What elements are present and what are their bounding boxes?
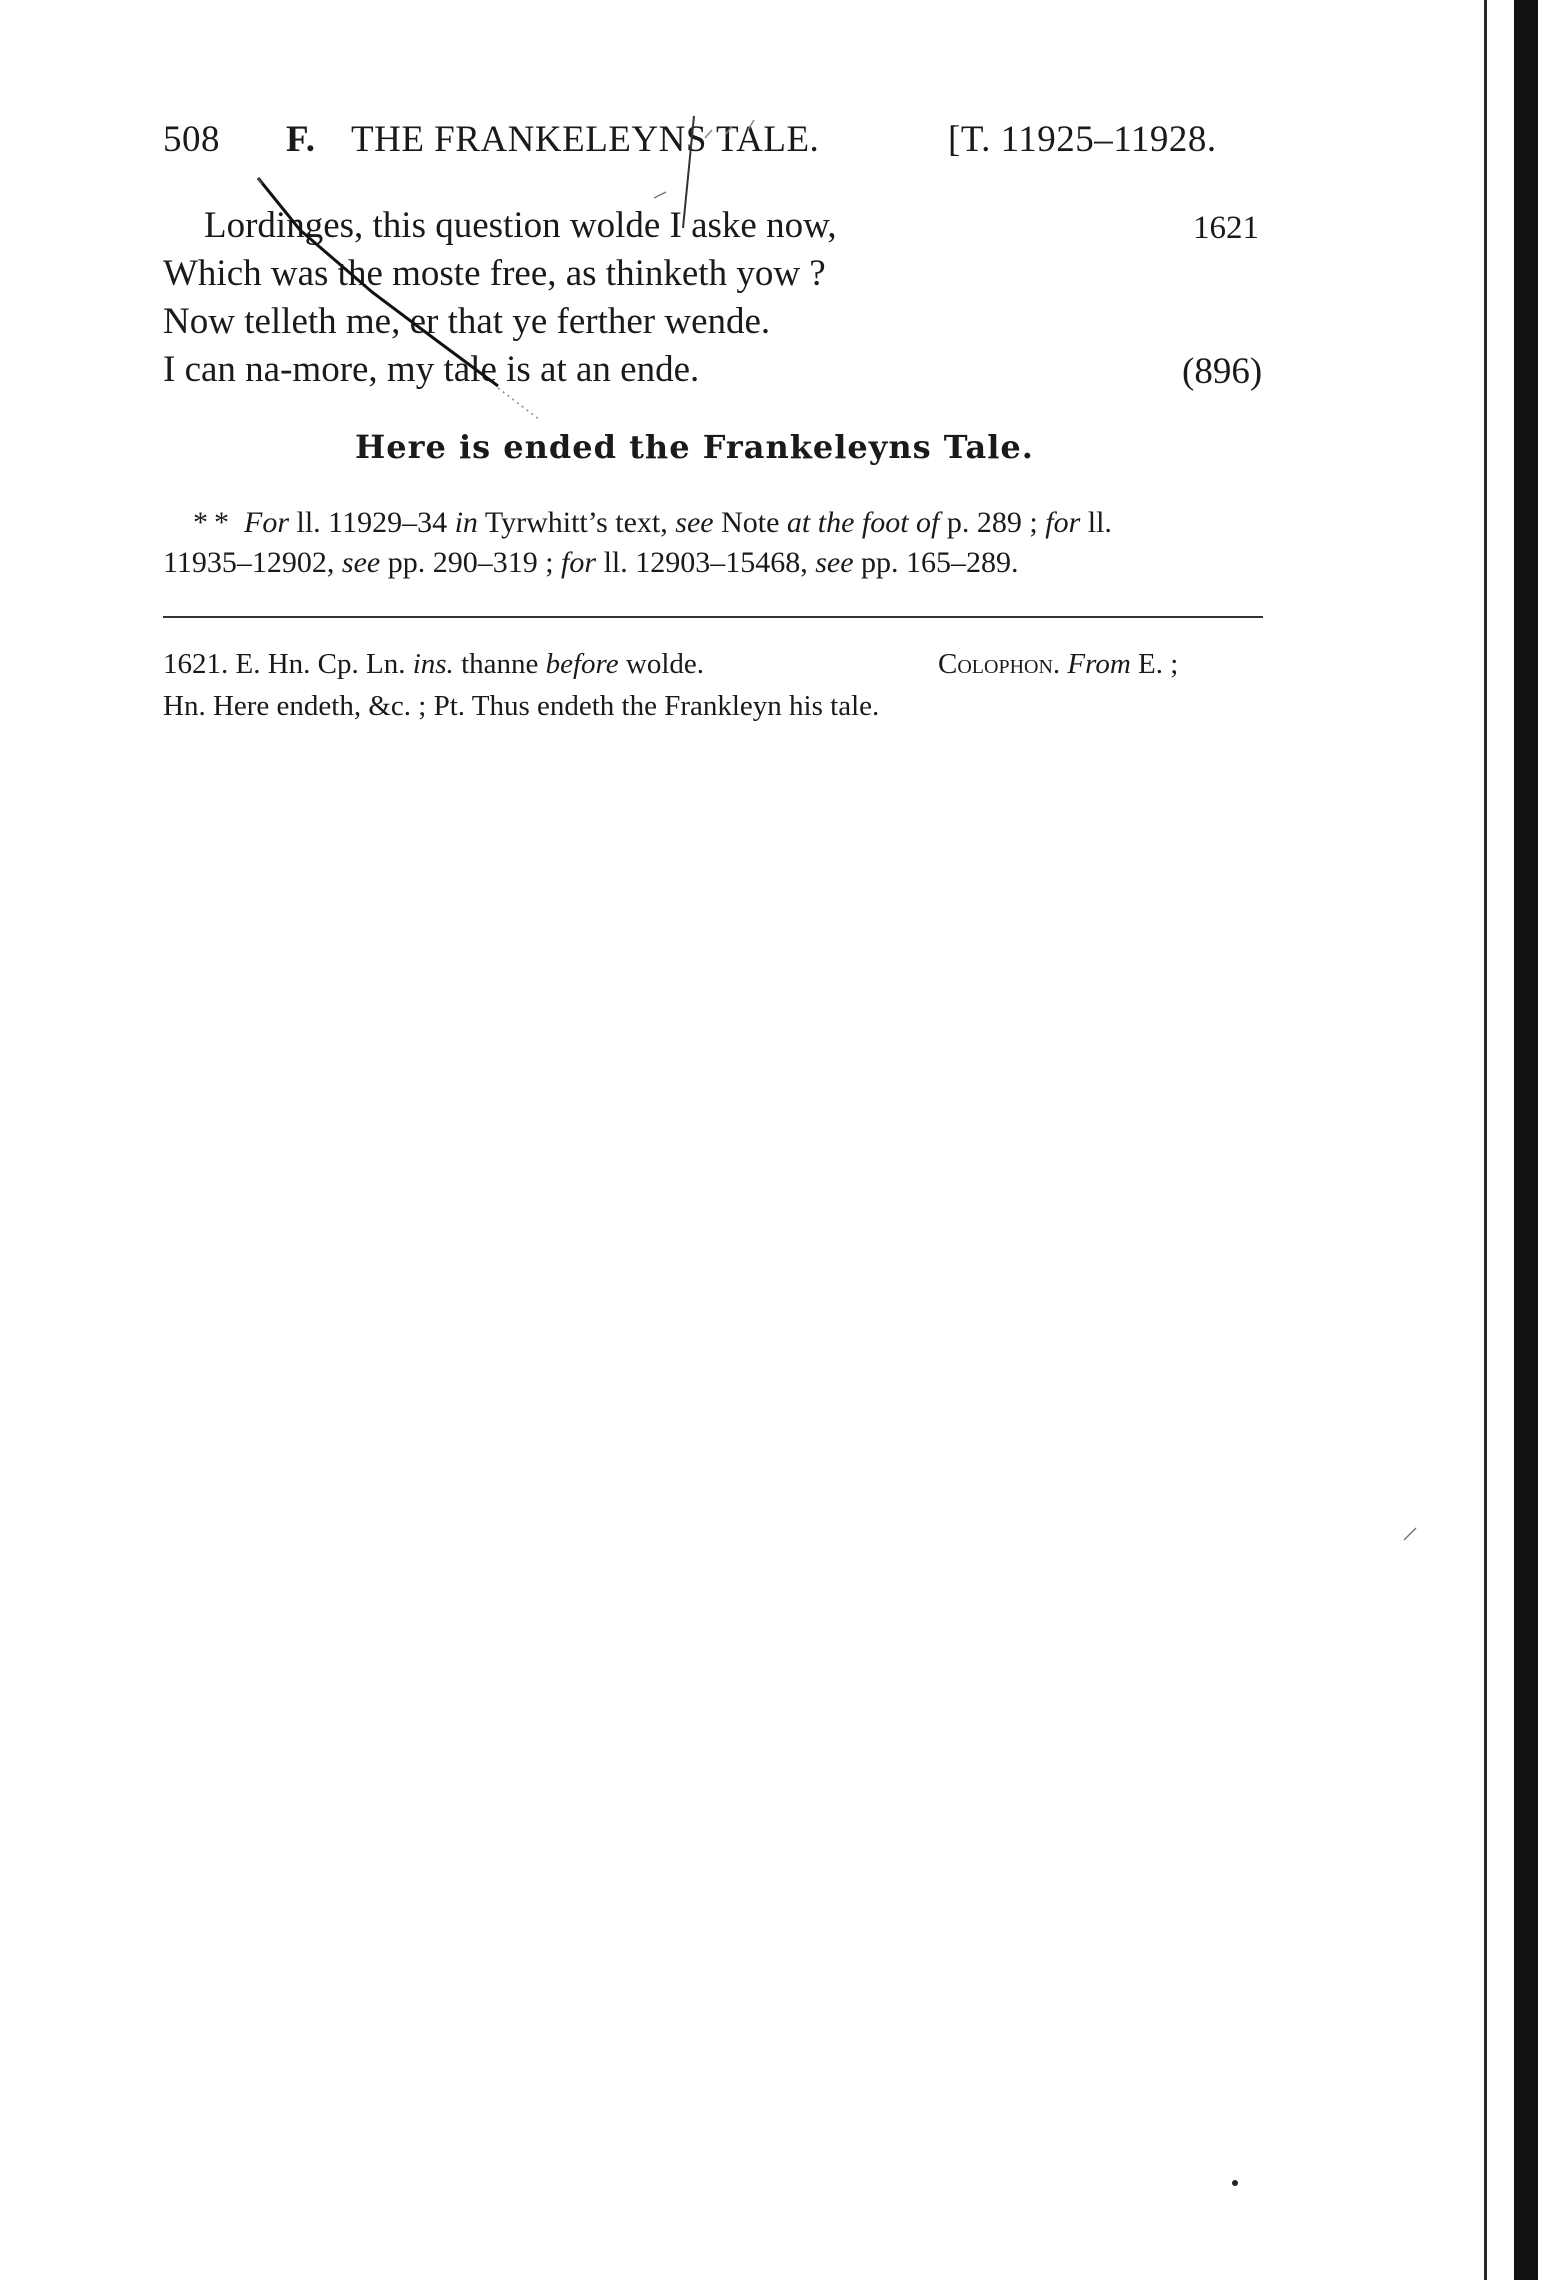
ellesmere-line-number: (896) — [1182, 351, 1263, 392]
colophon-variant-note: Colophon. From E. ; — [938, 648, 1179, 680]
variant-note: Hn. Here endeth, &c. ; Pt. Thus endeth the Frankleyn his tale. — [163, 690, 880, 722]
verse-line: Lordinges, this question wolde I aske now, — [204, 205, 837, 246]
note-line: * * For ll. 11929–34 in Tyrwhitt’s text, see Note at the foot of p. 289 ; for ll. — [193, 506, 1112, 539]
part-letter: F. — [286, 119, 316, 160]
variant-note: 1621. E. Hn. Cp. Ln. ins. thanne before wolde. — [163, 648, 705, 680]
page-number: 508 — [163, 119, 220, 160]
note-line: 11935–12902, see pp. 290–319 ; for ll. 12903–15468, see pp. 165–289. — [163, 546, 1019, 579]
verse-line: I can na-more, my tale is at an ende. — [163, 349, 700, 390]
speck — [1232, 2180, 1238, 2186]
tyrwhitt-line-range: [T. 11925–11928. — [948, 119, 1217, 160]
verse-line: Which was the moste free, as thinketh yow ? — [163, 253, 826, 294]
colophon-heading: Here is ended the Frankeleyns Tale. — [355, 428, 1034, 466]
asterism: * * — [193, 506, 230, 539]
running-title: THE FRANKELEYNS TALE. — [351, 119, 820, 160]
line-number: 1621 — [1193, 210, 1259, 246]
verse-line: Now telleth me, er that ye ferther wende. — [163, 301, 771, 342]
